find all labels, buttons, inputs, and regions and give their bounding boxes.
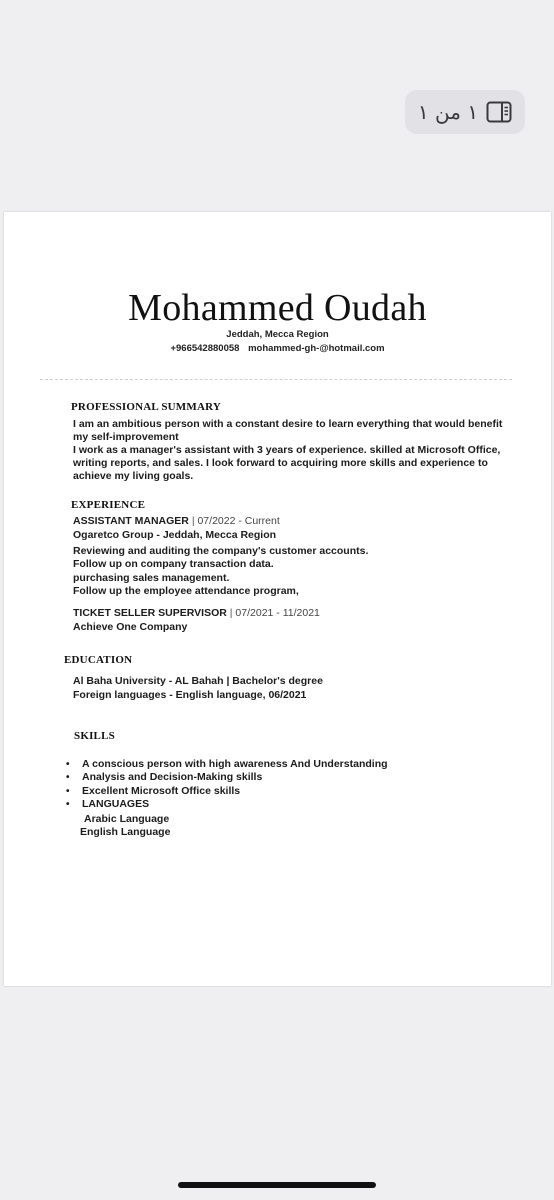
page-indicator[interactable]: [405, 90, 525, 134]
page-count-label: ١ من ١: [417, 100, 479, 124]
job-1-company: Ogaretco Group - Jeddah, Mecca Region: [73, 529, 277, 541]
skills-heading: SKILLS: [74, 730, 115, 742]
summary-paragraph-1: I am an ambitious person with a constant desire to learn everything that would benefit my self-improvement: [73, 418, 503, 444]
job-1-duty: Follow up the employee attendance program,: [73, 585, 299, 597]
job-1-title: ASSISTANT MANAGER: [73, 515, 189, 527]
job-2-date: 07/2021 - 11/2021: [235, 607, 320, 619]
phone-number: +966542880058: [170, 343, 240, 354]
job-2-title: TICKET SELLER SUPERVISOR: [73, 607, 227, 619]
resume-location: Jeddah, Mecca Region: [226, 329, 329, 340]
job-1-duty: Follow up on company transaction data.: [73, 558, 274, 570]
resume-page: [4, 212, 551, 986]
list-item: • A conscious person with high awareness And Understanding: [66, 758, 388, 771]
education-heading: EDUCATION: [64, 654, 133, 666]
header-divider: [40, 379, 512, 380]
experience-heading: EXPERIENCE: [71, 499, 146, 511]
language-item: English Language: [80, 826, 171, 838]
job-1-duty: purchasing sales management.: [73, 572, 230, 584]
education-line-1: Al Baha University - AL Bahah | Bachelor's degree: [73, 675, 323, 687]
job-2-header: TICKET SELLER SUPERVISOR | 07/2021 - 11/2021: [73, 607, 320, 619]
job-1-header: ASSISTANT MANAGER | 07/2022 - Current: [73, 515, 280, 527]
resume-contact: [4, 343, 551, 354]
summary-paragraph-2: I work as a manager's assistant with 3 years of experience. skilled at Microsoft Office, writing reports, and sales. I look forward to acquiring more skills and experience to achieve my living goals.: [73, 444, 501, 483]
job-2-company: Achieve One Company: [73, 621, 188, 633]
sidebar-panel-icon: [486, 101, 512, 123]
job-1-duty: Reviewing and auditing the company's customer accounts.: [73, 545, 369, 557]
language-item: Arabic Language: [84, 813, 170, 825]
list-item: • Excellent Microsoft Office skills: [66, 785, 388, 798]
list-item: • LANGUAGES: [66, 798, 388, 811]
email-address: mohammed-gh-@hotmail.com: [248, 343, 385, 354]
education-line-2: Foreign languages - English language, 06/2021: [73, 689, 307, 701]
summary-heading: PROFESSIONAL SUMMARY: [71, 401, 221, 413]
skills-list: [66, 758, 388, 812]
home-indicator[interactable]: [178, 1182, 376, 1188]
job-1-date: 07/2022 - Current: [197, 515, 280, 527]
list-item: • Analysis and Decision-Making skills: [66, 771, 388, 784]
resume-name: Mohammed Oudah: [128, 287, 427, 329]
